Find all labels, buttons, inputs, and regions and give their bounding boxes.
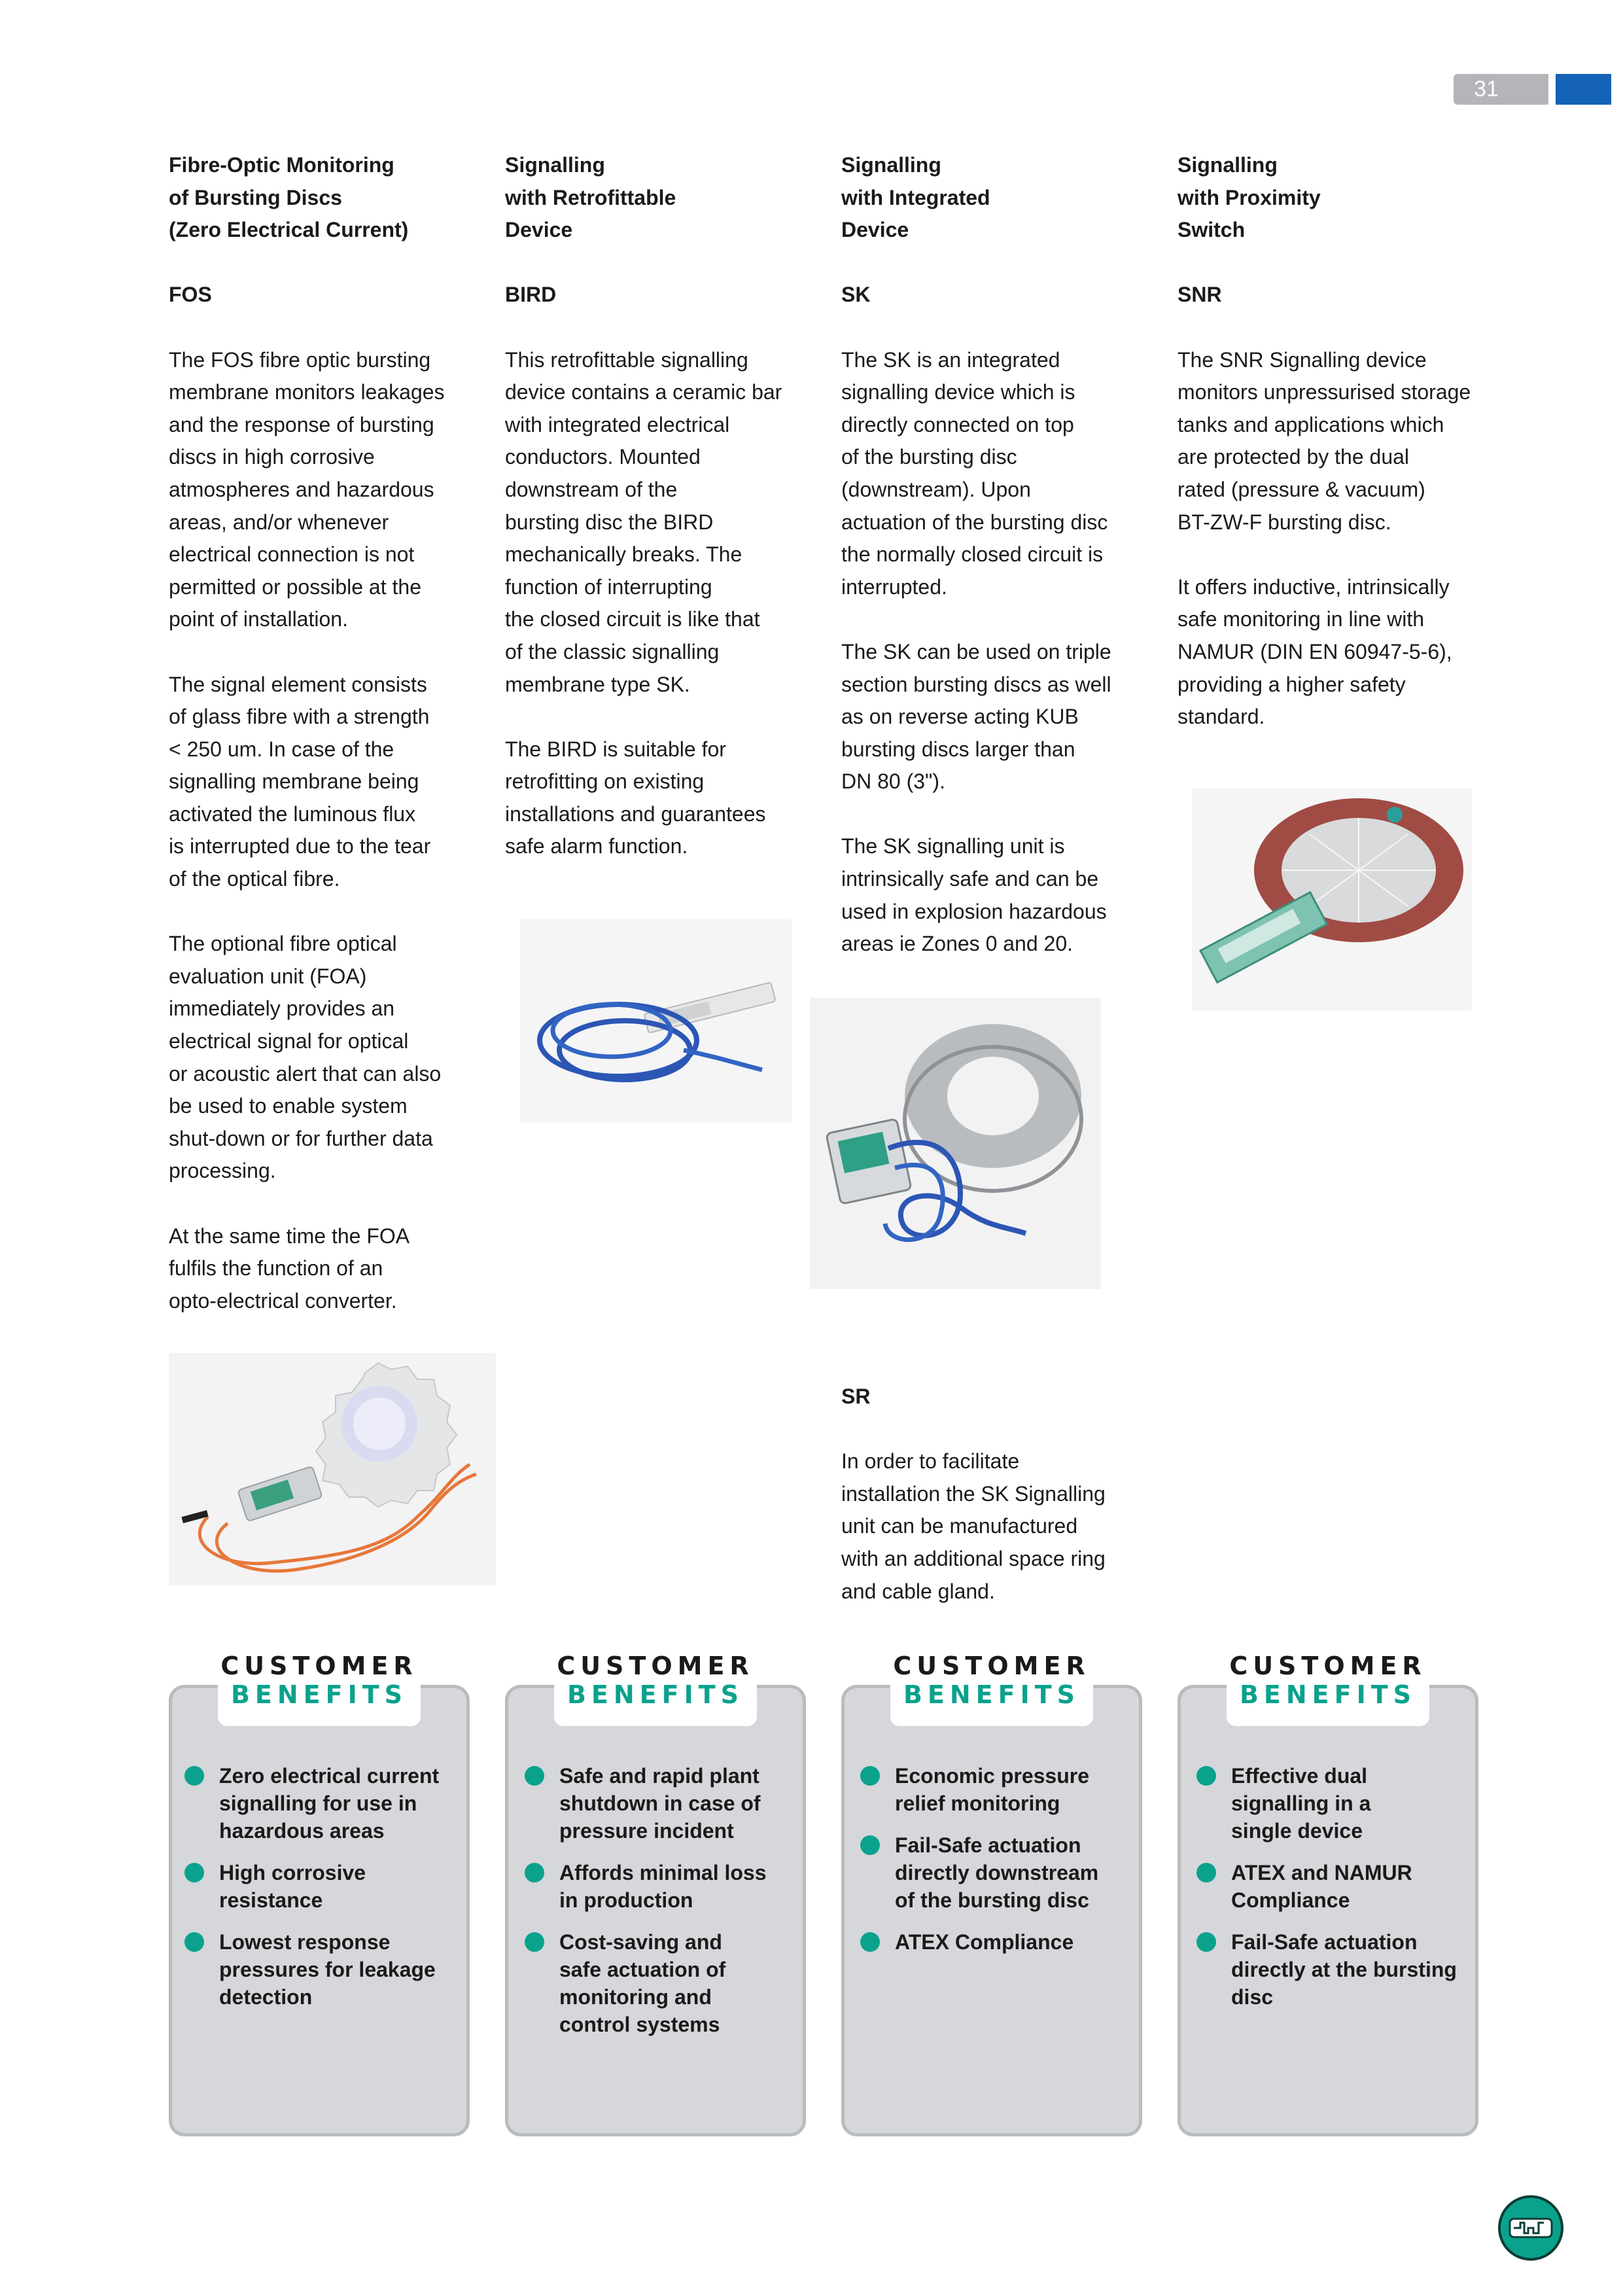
paragraph: At the same time the FOA fulfils the function of an opto-electrical converter. [169, 1224, 410, 1313]
benefit-item: Fail-Safe actuation directly at the bursting disc [1195, 1928, 1457, 2011]
snr-device-photo [1192, 788, 1472, 1011]
benefits-title [554, 1649, 757, 1726]
bullet-icon [525, 1863, 544, 1882]
benefits-title-line2: BENEFITS [1239, 1680, 1417, 1709]
benefit-item: ATEX Compliance [859, 1928, 1121, 1956]
benefits-title-line1: CUSTOMER [893, 1651, 1091, 1680]
column-sk [841, 149, 1149, 993]
column-heading: Fibre-Optic Monitoring of Bursting Discs (Zero Electrical Current) [169, 153, 409, 242]
benefit-item: ATEX and NAMUR Compliance [1195, 1859, 1457, 1914]
page-number: 31 [1474, 77, 1499, 101]
benefits-title [1227, 1649, 1429, 1726]
bullet-icon [860, 1835, 880, 1855]
benefits-title-line2: BENEFITS [230, 1680, 408, 1709]
benefits-title-line2: BENEFITS [567, 1680, 744, 1709]
benefit-item: Cost-saving and safe actuation of monitoring and control systems [523, 1928, 785, 2038]
benefit-item: Fail-Safe actuation directly downstream of the bursting disc [859, 1831, 1121, 1914]
product-code: FOS [169, 283, 212, 307]
fos-device-photo [169, 1353, 496, 1585]
benefit-item: Zero electrical current signalling for use in hazardous areas [183, 1762, 445, 1845]
bullet-icon [184, 1766, 204, 1786]
bullet-icon [525, 1932, 544, 1952]
product-code: SNR [1178, 283, 1222, 307]
benefits-title [890, 1649, 1093, 1726]
company-logo-icon [1498, 2195, 1563, 2261]
sr-section [841, 1381, 1149, 1640]
page-accent-bar [1556, 74, 1611, 105]
bullet-icon [1196, 1932, 1216, 1952]
paragraph: It offers inductive, intrinsically safe monitoring in line with NAMUR (DIN EN 60947-5-6), providing a higher safety standard. [1178, 574, 1452, 729]
benefit-item: High corrosive resistance [183, 1859, 445, 1914]
column-heading: Signalling with Integrated Device [841, 153, 990, 242]
paragraph: The SK signalling unit is intrinsically safe and can be used in explosion hazardous areas ie Zones 0 and 20. [841, 834, 1107, 956]
paragraph: The SNR Signalling device monitors unpressurised storage tanks and applications which are protected by the dual rated (pressure & vacuum) BT-ZW-F bursting disc. [1178, 347, 1471, 534]
bullet-icon [184, 1863, 204, 1882]
bullet-icon [860, 1766, 880, 1786]
column-heading: Signalling with Retrofittable Device [505, 153, 676, 242]
product-code: SR [841, 1385, 871, 1408]
paragraph: The SK can be used on triple section bursting discs as well as on reverse acting KUB bursting discs larger than DN 80 (3"). [841, 639, 1111, 794]
column-fos [169, 149, 476, 1350]
benefit-item: Lowest response pressures for leakage detection [183, 1928, 445, 2011]
column-heading: Signalling with Proximity Switch [1178, 153, 1321, 242]
paragraph: In order to facilitate installation the SK Signalling unit can be manufactured with an additional space ring and cable gland. [841, 1449, 1106, 1603]
paragraph: The BIRD is suitable for retrofitting on existing installations and guarantees safe alarm function. [505, 737, 766, 858]
paragraph: The optional fibre optical evaluation unit (FOA) immediately provides an electrical signal for optical or acoustic alert that can also be used to enable system shut-down or for further data processing. [169, 932, 442, 1183]
benefit-item: Safe and rapid plant shutdown in case of pressure incident [523, 1762, 785, 1845]
benefits-title-line1: CUSTOMER [1229, 1651, 1427, 1680]
product-code: BIRD [505, 283, 557, 307]
benefit-item: Affords minimal loss in production [523, 1859, 785, 1914]
sk-device-photo [810, 998, 1101, 1289]
benefits-list-snr [1195, 1762, 1457, 2025]
column-bird [505, 149, 812, 896]
benefit-item: Effective dual signalling in a single device [1195, 1762, 1457, 1845]
column-snr [1178, 149, 1492, 766]
benefits-title-line1: CUSTOMER [557, 1651, 754, 1680]
benefits-title-line2: BENEFITS [903, 1680, 1081, 1709]
paragraph: This retrofittable signalling device contains a ceramic bar with integrated electrical conductors. Mounted downstream of the bursting disc the BIRD mechanically breaks. The function of interrupting the closed circuit is like that of the classic signalling membrane type SK. [505, 347, 782, 696]
paragraph: The SK is an integrated signalling device which is directly connected on top of the bursting disc (downstream). Upon actuation of the bursting disc the normally closed circuit is interrupted. [841, 347, 1108, 599]
bullet-icon [860, 1932, 880, 1952]
bullet-icon [184, 1932, 204, 1952]
product-code: SK [841, 283, 871, 307]
bullet-icon [525, 1766, 544, 1786]
bullet-icon [1196, 1863, 1216, 1882]
benefits-list-fos [183, 1762, 445, 2025]
paragraph: The signal element consists of glass fibre with a strength < 250 um. In case of the signalling membrane being activated the luminous flux is interrupted due to the tear of the optical fibre. [169, 672, 431, 891]
benefit-item: Economic pressure relief monitoring [859, 1762, 1121, 1817]
benefits-list-sk [859, 1762, 1121, 1970]
bird-device-photo [520, 919, 792, 1122]
benefits-title-line1: CUSTOMER [220, 1651, 418, 1680]
paragraph: The FOS fibre optic bursting membrane monitors leakages and the response of bursting discs in high corrosive atmospheres and hazardous areas, and/or whenever electrical connection is not permitted or possible at the point of installation. [169, 347, 445, 631]
benefits-list-bird [523, 1762, 785, 2053]
benefits-title [218, 1649, 421, 1726]
bullet-icon [1196, 1766, 1216, 1786]
